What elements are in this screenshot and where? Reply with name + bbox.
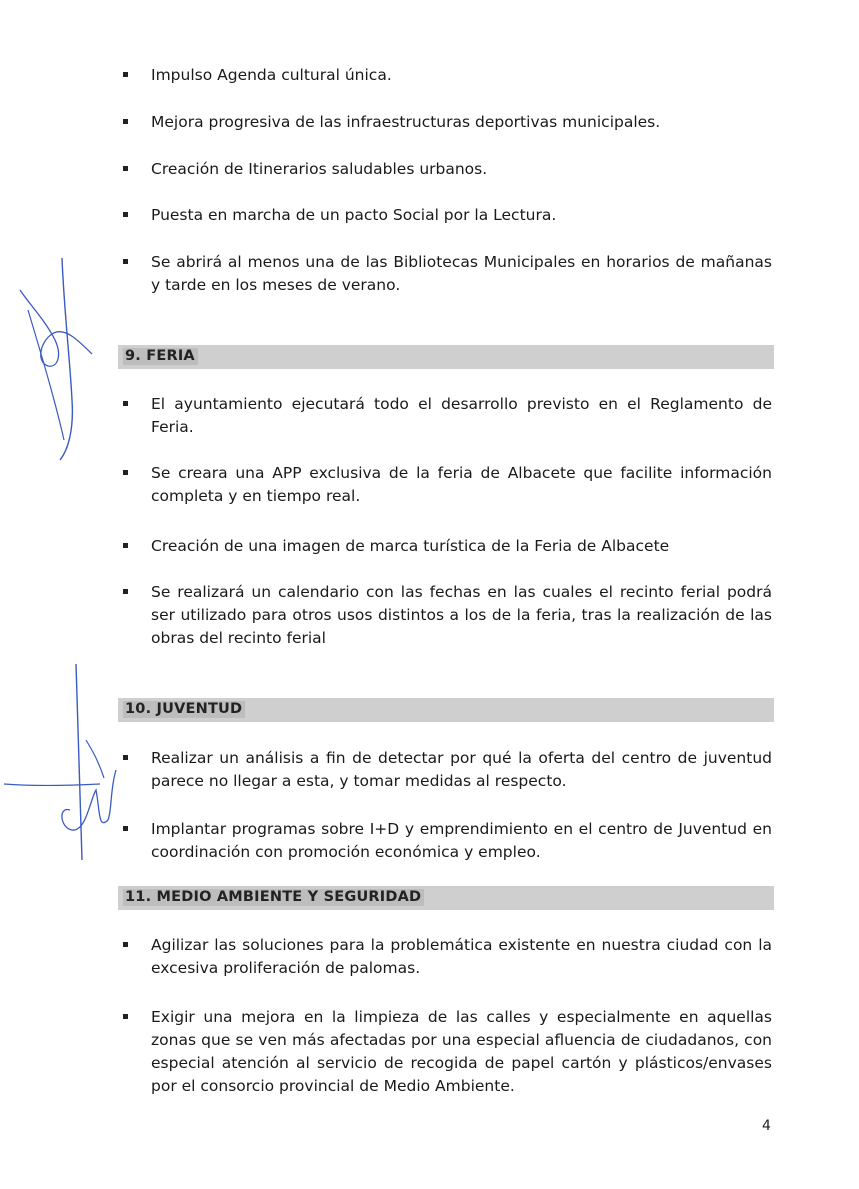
- list-item-text: Mejora progresiva de las infraestructuras deportivas municipales.: [151, 113, 661, 131]
- bullet-marker: [123, 826, 128, 831]
- list-item: [120, 1006, 772, 1098]
- list-item-text: Implantar programas sobre I+D y emprendimiento en el centro de Juventud en coordinación con promoción económica y empleo.: [151, 820, 772, 861]
- bullet-marker: [123, 401, 128, 406]
- bullet-marker: [123, 72, 128, 77]
- section-title: 11. MEDIO AMBIENTE Y SEGURIDAD: [123, 889, 424, 906]
- list-item-text: Se abrirá al menos una de las Bibliotecas Municipales en horarios de mañanas y tarde en los meses de verano.: [151, 253, 772, 294]
- list-item: [120, 818, 772, 864]
- list-item-text: Creación de una imagen de marca turística de la Feria de Albacete: [151, 537, 670, 555]
- bullet-marker: [123, 212, 128, 217]
- bullet-marker: [123, 119, 128, 124]
- section-heading-feria: [118, 345, 774, 369]
- list-item-text: Creación de Itinerarios saludables urbanos.: [151, 160, 488, 178]
- list-item: [120, 462, 772, 508]
- section-title: 9. FERIA: [123, 348, 198, 365]
- list-item-text: Exigir una mejora en la limpieza de las calles y especialmente en aquellas zonas que se ven más afectadas por una especial afluencia de ciudadanos, con especial atención al servicio de recogida de papel cartón y plásticos/envases por el consorcio provincial de Medio Ambiente.: [151, 1008, 772, 1095]
- section-heading-juventud: [118, 698, 774, 722]
- list-item: [120, 747, 772, 793]
- margin-signature-top: [0, 250, 100, 480]
- list-item-text: Impulso Agenda cultural única.: [151, 66, 392, 84]
- list-item: [120, 581, 772, 650]
- bullet-marker: [123, 543, 128, 548]
- list-item: [120, 64, 772, 87]
- list-item: [120, 204, 772, 227]
- bullet-marker: [123, 470, 128, 475]
- list-item-text: Realizar un análisis a fin de detectar por qué la oferta del centro de juventud parece no llegar a esta, y tomar medidas al respecto.: [151, 749, 772, 790]
- list-item-text: Se realizará un calendario con las fechas en las cuales el recinto ferial podrá ser utilizado para otros usos distintos a los de la feria, tras la realización de las obras del recinto ferial: [151, 583, 772, 647]
- bullet-marker: [123, 942, 128, 947]
- list-item-text: Puesta en marcha de un pacto Social por la Lectura.: [151, 206, 557, 224]
- list-item: [120, 393, 772, 439]
- bullet-marker: [123, 755, 128, 760]
- bullet-marker: [123, 1014, 128, 1019]
- list-item-text: Se creara una APP exclusiva de la feria de Albacete que facilite información completa y en tiempo real.: [151, 464, 772, 505]
- bullet-marker: [123, 166, 128, 171]
- page-number: 4: [762, 1118, 771, 1134]
- section-title: 10. JUVENTUD: [123, 701, 245, 718]
- list-item: [120, 251, 772, 297]
- list-item-text: El ayuntamiento ejecutará todo el desarrollo previsto en el Reglamento de Feria.: [151, 395, 772, 436]
- list-item: [120, 934, 772, 980]
- list-item: [120, 535, 772, 558]
- section-heading-medio-ambiente: [118, 886, 774, 910]
- margin-signature-bottom: [0, 660, 120, 870]
- list-item-text: Agilizar las soluciones para la problemática existente en nuestra ciudad con la excesiva proliferación de palomas.: [151, 936, 772, 977]
- list-item: [120, 158, 772, 181]
- list-item: [120, 111, 772, 134]
- bullet-marker: [123, 259, 128, 264]
- bullet-marker: [123, 589, 128, 594]
